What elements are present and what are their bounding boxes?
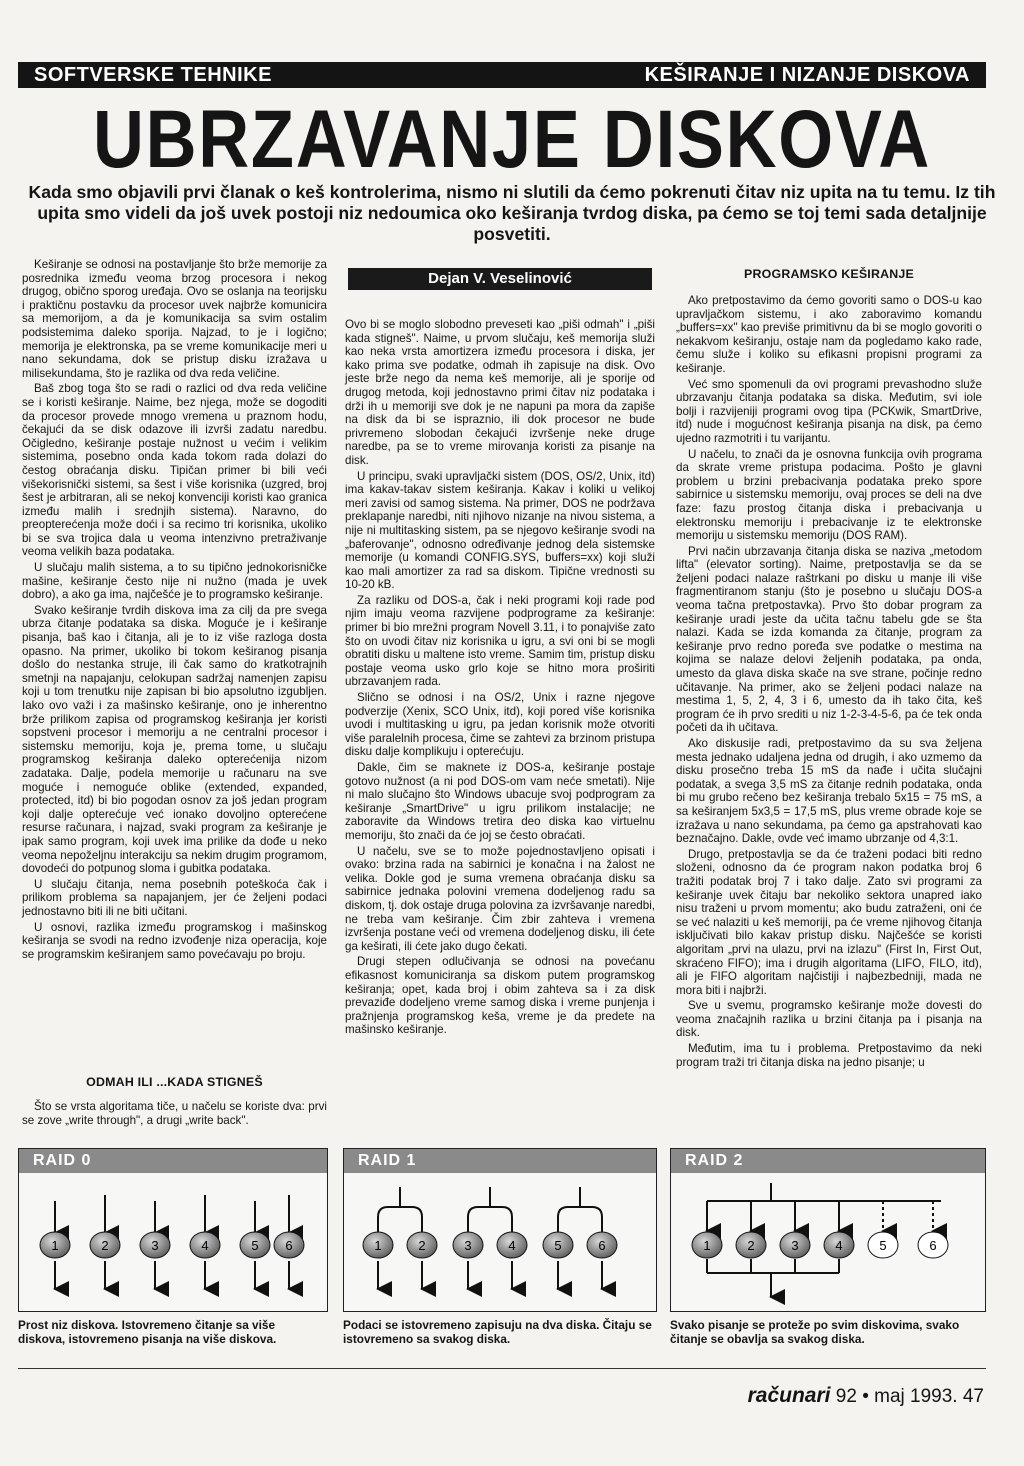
article-lead: Kada smo objavili prvi članak o keš kontrolerima, nismo ni slutili da ćemo pokrenuti čitav niz upita na tu temu. Iz tih upita smo videli da još uvek postoji niz nedoumica oko keširanja tvrdog diska, pa ćemo se toj temi sada detaljnije posvetiti. [28,182,996,244]
raid1-branches [378,1187,602,1233]
caption-raid2: Svako pisanje se proteže po svim diskovima, svako čitanje se obavlja sa svakog diska. [670,1318,960,1346]
disk-label: 5 [251,1238,259,1253]
subheading-programsko: PROGRAMSKO KEŠIRANJE [744,267,914,281]
paragraph: Već smo spomenuli da ovi programi prevashodno služe ubrzavanju čitanja podataka sa diska. Međutim, svi iole bolji i razvijeniji programi ovog tipa (PCKwik, SmartDrive, itd) nude i mogućnost keširanja pisanja na disk, pa ćemo ujedno razmotriti i tu varijantu. [676,377,982,445]
disk-label: 2 [747,1238,755,1253]
figure-raid2 [670,1148,986,1312]
disk-4 [497,1232,527,1258]
raid1-diagram [344,1173,656,1309]
subheading-odmah: ODMAH ILI ...KADA STIGNEŠ [86,1075,263,1089]
disk-label: 1 [51,1238,59,1253]
author-box: Dejan V. Veselinović [348,268,652,290]
disk-1 [40,1232,70,1258]
section-label: SOFTVERSKE TEHNIKE [34,64,272,86]
disk-label: 2 [101,1238,109,1253]
disk-label: 1 [703,1238,711,1253]
disk-label: 1 [374,1238,382,1253]
column-3 [676,294,982,1071]
page-number: 47 [962,1386,984,1407]
paragraph: U osnovi, razlika između programskog i mašinskog keširanja se svodi na redno izvođenje niza operacija, koje se programskim keširanjem samo povećavaju po broju. [22,920,327,961]
disk-1 [363,1232,393,1258]
column-1 [22,258,327,963]
paragraph: U slučaju malih sistema, a to su tipično jednokorisničke mašine, keširanje često nije ni nužno (mada je uvek dobro), a ako ga ima, najčešće je to programsko keširanje. [22,561,327,602]
caption-raid0: Prost niz diskova. Istovremeno čitanje sa više diskova, istovremeno pisanja na više diskova. [18,1318,277,1346]
paragraph: Za razliku od DOS-a, čak i neki programi koji rade pod njim imaju veoma razvijene podprograme za keširanje: primer bi bio mrežni program Novell 3.11, i to ponajviše zato što on uvodi čitav niz korisnika u igru, a svi oni bi se mogli obratiti disku u maltene isto vreme. Samim tim, pristup disku postaje veoma usko grlo koje se hitno mora proširiti ubrzavanjem rada. [345,593,655,689]
footer-bullet: • [862,1386,869,1407]
raid2-bus-top [707,1183,941,1231]
disk-label: 2 [418,1238,426,1253]
disk-6 [918,1232,948,1258]
figure-title: RAID 0 [19,1149,327,1173]
disk-label: 6 [598,1238,606,1253]
paragraph: Međutim, ima tu i problema. Pretpostavimo da neki program traži tri čitanja diska na jedno pisanje; u [676,1042,982,1069]
paragraph: Što se vrsta algoritama tiče, u načelu se koriste dva: prvi se zove „write through", a drugi „write back". [22,1100,327,1127]
paragraph: Keširanje se odnosi na postavljanje što brže memorije za posrednika između veoma brzog procesora i nekog drugog, obično sporog uređaja. Ovo se oslanja na teorijsku i praktičnu postavku da procesor uvek najbrže komunicira sa memorijom, a da je komunikacija sa svim ostalim podsistemima daleko sporija. Najzad, to je i logično; memorija je elektronska, pa se vreme komunikacije meri u nano sekundama, dok se pristup disku izražava u milisekundama, što je razlika od dva reda veličine. [22,258,327,380]
paragraph: Drugo, pretpostavlja se da će traženi podaci biti redno složeni, odnosno da će program nakon podatka broj 6 tražiti podatak broj 7 i tako dalje. Zato svi programi za keširanje uvek čitaju bar nekoliko sektora unapred iako nisu traženi u prvom momentu; ako budu zatraženi, oni će se već nalaziti u keš memoriji, pa će vreme njihovog čitanja isključivati bilo kakav pristup disku. Najčešće se koristi algoritam „prvi na ulazu, prvi na izlazu" (First In, First Out, skraćeno FIFO); ima i drugih algoritama (LIFO, FILO, itd), ali je FIFO algoritam najčistiji i najbezbedniji, mada ne mora biti i najbrži. [676,847,982,997]
disk-2 [407,1232,437,1258]
disk-label: 6 [285,1238,293,1253]
raid0-arrows-out [55,1261,289,1289]
issue-date: maj 1993. [874,1386,958,1407]
raid1-arrows-out [378,1261,602,1289]
paragraph: Sve u svemu, programsko keširanje može dovesti do veoma značajnih razlika u brzini čitanja pa i pisanja na disk. [676,999,982,1040]
figure-title: RAID 2 [671,1149,985,1173]
raid0-diagram [19,1173,327,1309]
page-footer [748,1384,984,1408]
paragraph: Dakle, čim se maknete iz DOS-a, keširanje postaje gotovo nužnost (a ni pod DOS-om vam neće smetati). Nije ni malo slučajno što Windows ubacuje svoj podprogram za keširanje „SmartDrive" u igru prilikom instalacije; ne zaboravite da Windows tretira deo diska kao virtuelnu memoriju, što znači da će joj se često obraćati. [345,761,655,842]
disk-4 [190,1232,220,1258]
figure-raid0 [18,1148,328,1312]
disk-4 [824,1232,854,1258]
disk-2 [736,1232,766,1258]
paragraph: Drugi stepen odlučivanja se odnosi na povećanu efikasnost komuniciranja sa diskom putem programskog keširanja; opet, kada broj i obim zahteva sa i za disk prevaziđe dodeljeno vreme samog diska i vreme punjenja i pražnjenja programskog keša, vreme je da predete na mašinsko keširanje. [345,955,655,1037]
disk-label: 5 [879,1238,887,1253]
issue-number: 92 [835,1386,857,1407]
column-1-tail [22,1100,327,1129]
disk-label: 4 [508,1238,516,1253]
disk-6 [274,1232,304,1258]
disk-label: 4 [201,1238,209,1253]
paragraph: U slučaju čitanja, nema posebnih poteškoća čak i prilikom problema sa napajanjem, jer će željeni podaci jednostavno biti ili ne biti učitani. [22,877,327,918]
disk-5 [543,1232,573,1258]
disk-label: 3 [791,1238,799,1253]
paragraph: U načelu, sve se to može pojednostavljeno opisati i ovako: brzina rada na sabirnici je konačna i na žalost ne velika. Dokle god je suma vremena obraćanja disku sa sabirnice jednaka polovini vremena dodeljenog radu sa diskom, tj. dok ostaje druga polovina za izvršavanje naredbi, ne treba vam keširanje. Čim zbir zahteva i vremena izvršenja postane veći od vremena dodeljenog disku, ili ćete ga keširati, ili ćete jako dugo čekati. [345,844,655,953]
figure-title: RAID 1 [344,1149,656,1173]
footer-rule [18,1368,986,1369]
disk-label: 3 [464,1238,472,1253]
disk-2 [90,1232,120,1258]
figure-raid1 [343,1148,657,1312]
paragraph: Ovo bi se moglo slobodno preveseti kao „piši odmah" i „piši kada stigneš". Naime, u prvom slučaju, keš memorija služi kao neka vrsta amortizera između procesora i diska, jer kako prima sve podatke, odmah ih zapisuje na disk. Ovo jeste brže nego da nema keš memorije, ali je sporije od drugog metoda, koji jednostavno primi čitav niz podataka i drži ih u memoriji sve dok je ne napuni pa mora da zapiše na disk da bi se ispraznio, ili dok procesor ne bude privremeno slobodan čekajući izvršenje neke druge naredbe, pa se to vreme mirovanja koristi za pisanje na disk. [345,318,655,467]
disk-label: 3 [151,1238,159,1253]
disk-3 [780,1232,810,1258]
paragraph: Prvi način ubrzavanja čitanja diska se naziva „metodom lifta" (elevator sorting). Naime, pretpostavlja se da se željeni podaci nalaze raštrkani po disku u manje ili više fragmentiranom stanju (što je posebno u slučaju DOS-a veoma tačna pretpostavka). Prvo što dobar program za keširanje uradi jeste da učita tačnu tabelu gde se šta nalazi. Kada se izda komanda za čitanje, program za keširanje prvo redno poređa sve podatke o mestima na kojima se nalaze delovi željenih podataka, pa onda, umesto da glava diska skače na sve strane, počinje redno učitavanje. Na primer, ako se željeni podaci nalaze na mestima 1, 5, 2, 4, 3 i 6, umesto da ih tako čita, keš program će ih prvo srediti u niz 1-2-3-4-5-6, pa će tek onda početi da ih učitava. [676,544,982,735]
paragraph: U načelu, to znači da je osnovna funkcija ovih programa da skrate vreme pristupa podacima. Pošto je glavni problem u brzini prebacivanja podataka preko spore sabirnice u sistemsku memoriju, ovaj proces se deli na dve faze: fazu prostog čitanja diska i prebacivanja u elektronsku memoriju i prebacivanje iz te elektronske memoriju u sistemsku memoriju (DOS RAM). [676,447,982,543]
paragraph: Ako pretpostavimo da ćemo govoriti samo o DOS-u kao upravljačkom sistemu, i ako zaboravimo komandu „buffers=xx" kao previše primitivnu da bi se moglo govoriti o nekakvom keširanju, ostaje nam da pogledamo kako rade, čemu služe i koliko su efikasni propisni programi za keširanje. [676,294,982,375]
paragraph: Svako keširanje tvrdih diskova ima za cilj da pre svega ubrza čitanje podataka sa diska. Moguće je i keširanje pisanja, baš kao i čitanja, ali je to iz više razloga dosta opasno. Na primer, ukoliko bi tokom keširanog pisanja došlo do nestanka struje, ili čak samo do kratkotrajnih smetnji na napajanju, celokupan sadržaj namenjen zapisu koji u tom trenutku nije zapisan bi bio apsolutno izgubljen. Iako ovo važi i za mašinsko keširanje, ono je inherentno brže prilikom zapisa od programskog keširanja jer koristi sopstveni procesor i memoriju a ne centralni procesor i sistemsku memoriju, koja je, prema tome, u slučaju programskog keširanja daleko opterećenija nizom zadataka. Dalje, podela memorije u računaru na sve moguće i nemoguće oblike (extended, expanded, protected, itd) bi bio pogodan osnov za još jedan program koji dalje opterećuje već ionako dovoljno opterećene resurse računara, i najzad, svaki program za keširanje je ipak samo program, koji uvek ima prilike da dođe u neko veoma nepoželjnu interakciju sa nekim drugim programom, dovodeći do potpunog sloma i gubitka podataka. [22,603,327,876]
topic-label: KEŠIRANJE I NIZANJE DISKOVA [644,64,970,86]
disk-label: 4 [835,1238,843,1253]
disk-label: 5 [554,1238,562,1253]
column-2 [345,318,655,1039]
disk-5 [240,1232,270,1258]
disk-3 [453,1232,483,1258]
disk-label: 6 [929,1238,937,1253]
article-title: UBRZAVANJE DISKOVA [92,94,932,185]
raid2-diagram [671,1173,985,1309]
disk-3 [140,1232,170,1258]
paragraph: U principu, svaki upravljački sistem (DOS, OS/2, Unix, itd) ima kakav-takav sistem keširanja. Kakav i koliki u velikoj meri zavisi od samog sistema. Na primer, DOS ne podržava preklapanje naredbi, niti njihovo nizanje na nivou sistema, a nije ni multitasking sistem, pa se njegovo keširanje svodi na „baferovanje", odnosno određivanje jednog dela sistemske memorije (u komandi CONFIG.SYS, buffers=xx) koji služi kao mali amortizer za rad sa diskom. Tipične vrednosti su 10-20 kB. [345,469,655,592]
raid0-arrows-in [55,1195,289,1233]
disk-5 [868,1232,898,1258]
paragraph: Ako diskusije radi, pretpostavimo da su sva željena mesta jednako udaljena jedna od drugih, i ako uzmemo da disku prosečno treba 15 mS da nađe i učita slučajni podatak, a svega 3,5 mS za čitanje rednih podataka, onda bi mu grubo rečeno bez keširanja trebalo 5x15 = 75 mS, a sa keširanjem 5x3,5 = 17,5 mS, plus vreme obrade koje se izražava u nano sekundama, pa ćemo ga apstrahovati kao beznačajno. Dakle, ovde već imamo ubrzanje od 4,3:1. [676,737,982,846]
caption-raid1: Podaci se istovremeno zapisuju na dva diska. Čitaju se istovremeno sa svakog diska. [343,1318,652,1346]
paragraph: Slično se odnosi i na OS/2, Unix i razne njegove podverzije (Xenix, SCO Unix, itd), koji pored više korisnika uvodi i multitasking u igru, pa jedan korisnik može otvoriti više paralelnih procesa, čime se zahtevi za brzinom pristupa disku dalje komplikuju i opterećuju. [345,691,655,759]
disk-1 [692,1232,722,1258]
section-header-bar [18,62,986,88]
disk-6 [587,1232,617,1258]
paragraph: Baš zbog toga što se radi o razlici od dva reda veličine se i koristi keširanje. Naime, bez njega, može se dogoditi da procesor provede mnogo vremena u praznom hodu, čekajući da se disk odazove ili izvrši zadatu naredbu. Očigledno, keširanje postaje nužnost u većim i velikim sistemima, posebno onda kada tokom rada dolazi do čestog obraćanja disku. Tipičan primer bi bili veći višekorisnički sistemi, sa šest i više korisnika (uzgred, broj šest je arbitraran, ali se nekoj konvenciji koristi kao granica između malih i srednjih sistema). Naravno, do preopterećenja može doći i sa recimo tri korisnika, ukoliko bi se sva trojica dala u veoma intenzivno pretraživanje veoma velikih baza podataka. [22,382,327,559]
magazine-name: računari [747,1384,831,1407]
raid2-bus-bottom [707,1259,839,1297]
